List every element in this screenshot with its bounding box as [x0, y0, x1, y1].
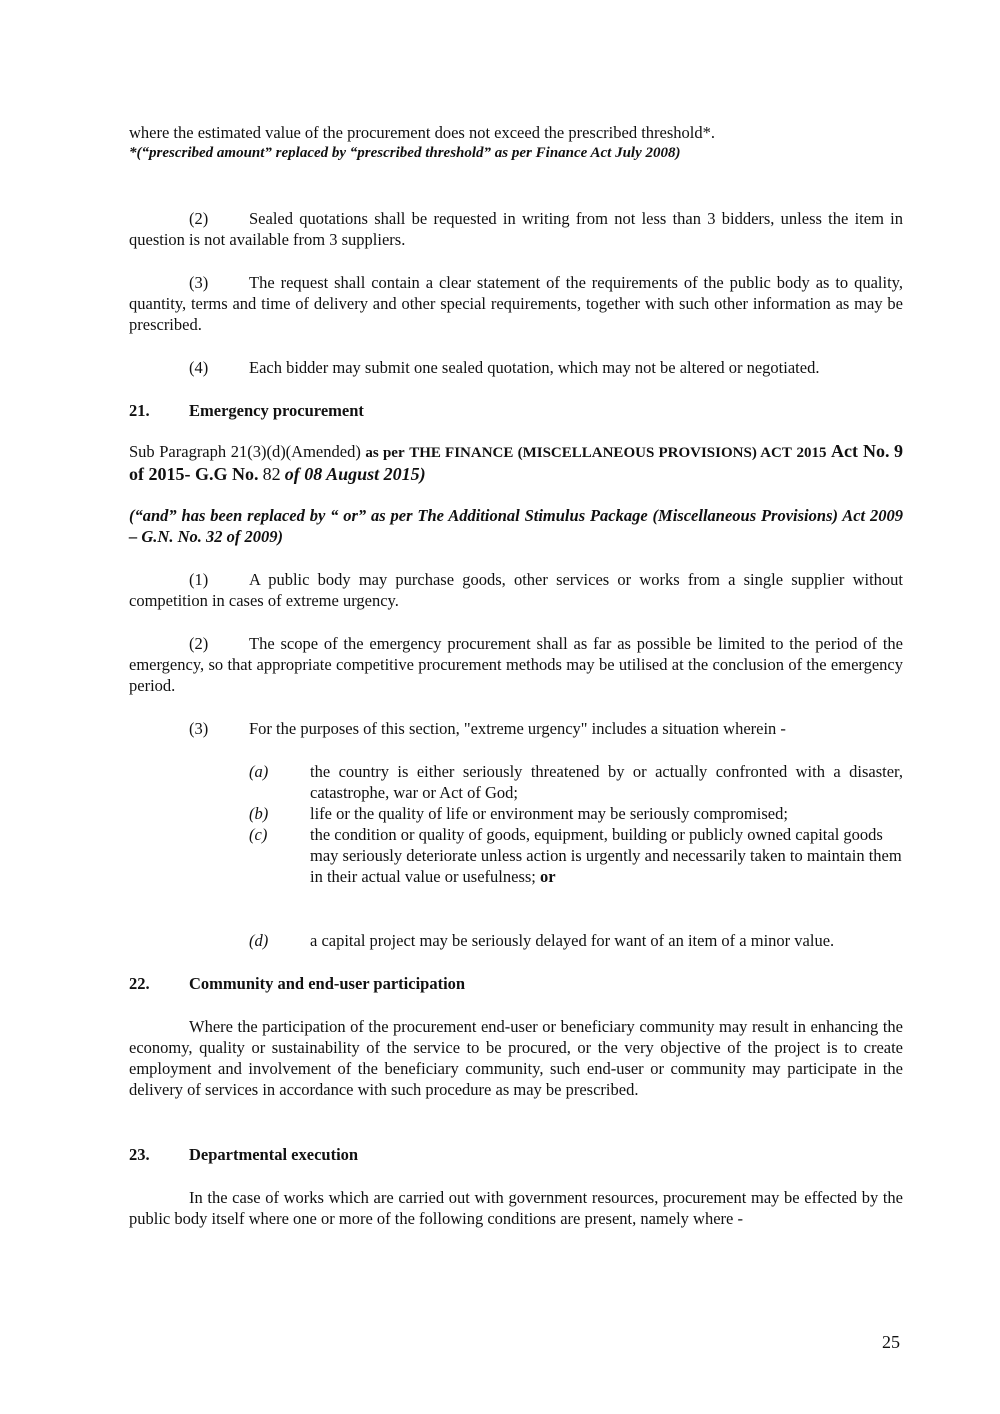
- clause-number: (1): [189, 570, 209, 589]
- amend-part: THE FINANCE (MISCELLANEOUS PROVISIONS) ACT: [409, 445, 792, 461]
- section-number: 21.: [129, 401, 150, 420]
- clause-21-1: [129, 569, 903, 611]
- list-item: [249, 824, 903, 887]
- section-number: 22.: [129, 974, 150, 993]
- item-label: (d): [249, 931, 269, 950]
- section-title: Emergency procurement: [189, 401, 364, 420]
- amend-part: Sub Paragraph 21(3)(d)(Amended): [129, 442, 361, 461]
- list-item: [249, 930, 903, 951]
- clause-text: The scope of the emergency procurement shall as far as possible be limited to the period of the emergency, so that appropriate competitive procurement methods may be utilised at the conclusion of the emergency period.: [129, 634, 903, 695]
- continuation-line: where the estimated value of the procurement does not exceed the prescribed threshold*.: [129, 123, 715, 142]
- list-item: [249, 761, 903, 803]
- clause-number: (2): [189, 634, 209, 653]
- section-22-text: Where the participation of the procurement end-user or beneficiary community may result in enhancing the economy, quality or sustainability of the service to be procured, or the very objective of the project is to create employment and involvement of the beneficiary community, such end-user or community may participate in the delivery of services in accordance with such procedure as may be prescribed.: [129, 1017, 903, 1099]
- section-21-heading: [129, 400, 903, 421]
- amend-part: of 08 August 2015): [284, 464, 426, 484]
- clause-number: (3): [189, 273, 209, 292]
- page-number: 25: [882, 1332, 900, 1352]
- amendment-2015: [129, 441, 903, 485]
- clause-text: A public body may purchase goods, other services or works from a single supplier without competition in cases of extreme urgency.: [129, 570, 903, 610]
- section-number: 23.: [129, 1145, 150, 1164]
- amend-part: as per: [365, 445, 405, 461]
- item-text: the country is either seriously threatened by or actually confronted with a disaster, catastrophe, war or Act of God;: [310, 762, 903, 802]
- section-23-heading: [129, 1144, 903, 1165]
- section-title: Departmental execution: [189, 1145, 359, 1164]
- urgency-list: [249, 761, 903, 951]
- document-page: [129, 122, 903, 1229]
- clause-text: For the purposes of this section, "extreme urgency" includes a situation wherein -: [249, 719, 786, 738]
- item-label: (a): [249, 762, 269, 781]
- clause-20-4: [129, 357, 903, 378]
- section-22-heading: [129, 973, 903, 994]
- item-text: the condition or quality of goods, equipment, building or publicly owned capital goods may seriously deteriorate unless action is urgently and necessarily taken to maintain them in their actual value or usefulness;: [310, 825, 902, 886]
- clause-20-3: [129, 272, 903, 335]
- clause-21-3: [129, 718, 903, 739]
- clause-number: (3): [189, 719, 209, 738]
- amend-part: 2015: [796, 445, 827, 461]
- amendment-note: *(“prescribed amount” replaced by “prescribed threshold” as per Finance Act July 2008): [129, 145, 681, 161]
- clause-number: (2): [189, 209, 209, 228]
- item-text: life or the quality of life or environment may be seriously compromised;: [310, 804, 788, 823]
- clause-text: Sealed quotations shall be requested in writing from not less than 3 bidders, unless the item in question is not available from 3 suppliers.: [129, 209, 903, 249]
- amend-part: Act No.: [831, 441, 890, 461]
- item-text: a capital project may be seriously delayed for want of an item of a minor value.: [310, 931, 835, 950]
- clause-20-2: [129, 208, 903, 250]
- list-item: [249, 803, 903, 824]
- item-label: (b): [249, 804, 269, 823]
- amend-part: 9 of 2015- G.G No.: [129, 441, 904, 484]
- clause-number: (4): [189, 358, 209, 377]
- clause-text: The request shall contain a clear statement of the requirements of the public body as to quality, quantity, terms and time of delivery and other special requirements, together with such other information as may be prescribed.: [129, 273, 903, 334]
- clause-21-2: [129, 633, 903, 696]
- section-23-text: In the case of works which are carried out with government resources, procurement may be effected by the public body itself where one or more of the following conditions are present, namely where -: [129, 1188, 903, 1228]
- item-text-wrap: [310, 824, 903, 887]
- clause-text: Each bidder may submit one sealed quotation, which may not be altered or negotiated.: [249, 358, 820, 377]
- section-title: Community and end-user participation: [189, 974, 466, 993]
- amend-part: 82: [262, 464, 281, 484]
- amendment-2009: (“and” has been replaced by “ or” as per The Additional Stimulus Package (Miscellaneous Provisions) Act 2009 – G.N. No. 32 of 2009): [129, 506, 903, 546]
- item-suffix: or: [540, 867, 556, 886]
- item-label: (c): [249, 825, 268, 844]
